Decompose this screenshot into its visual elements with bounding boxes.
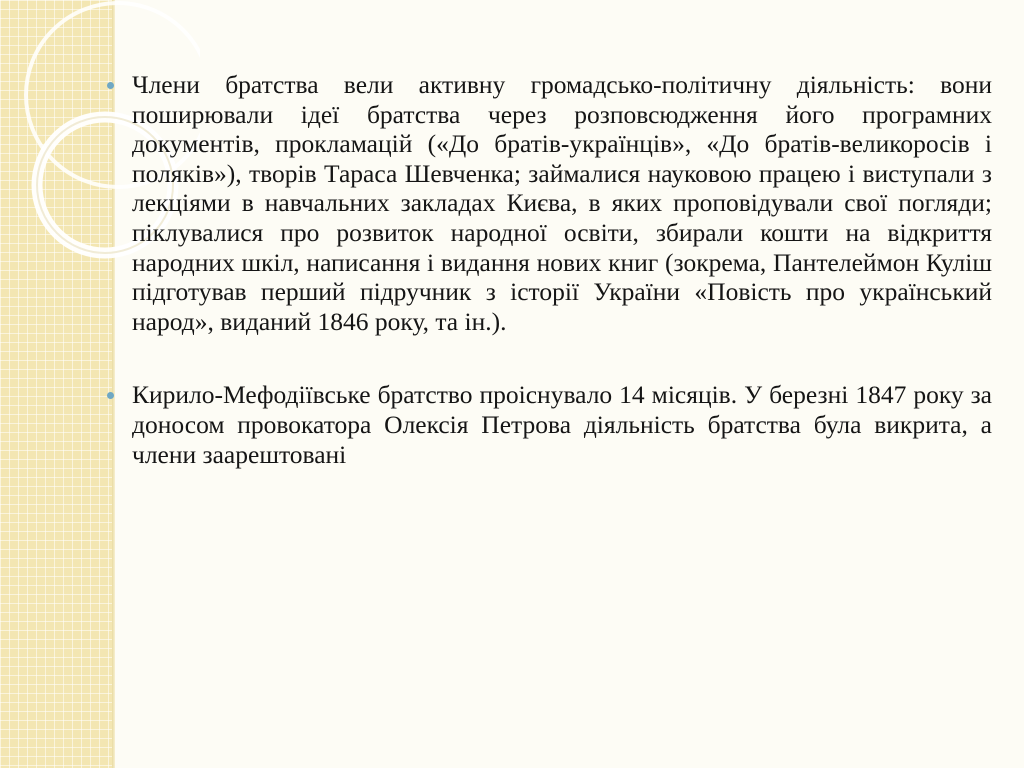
slide-content [100, 70, 992, 469]
bullet-text-2: Кирило-Мефодіївське братство проіснувало 14 місяців. У березні 1847 року за доносом провокатора Олексія Петрова діяльність братства була викрита, а члени заарештовані [132, 380, 992, 469]
bullet-item-1 [100, 70, 992, 336]
bullet-item-2 [100, 380, 992, 469]
bullet-dot-icon [107, 392, 114, 399]
bullet-dot-icon [107, 82, 114, 89]
bullet-text-1: Члени братства вели активну громадсько-політичну діяльність: вони поширювали ідеї братства через розповсюдження його програмних документів, прокламацій («До братів-українців», «До братів-великоросів і поляків»), творів Тараса Шевченка; займалися науковою працею і виступали з лекціями в навчальних закладах Києва, в яких проповідували свої погляди; піклувалися про розвиток народної освіти, збирали кошти на відкриття народних шкіл, написання і видання нових книг (зокрема, Пантелеймон Куліш підготував перший підручник з історії України «Повість про український народ», виданий 1846 року, та ін.). [132, 70, 992, 336]
